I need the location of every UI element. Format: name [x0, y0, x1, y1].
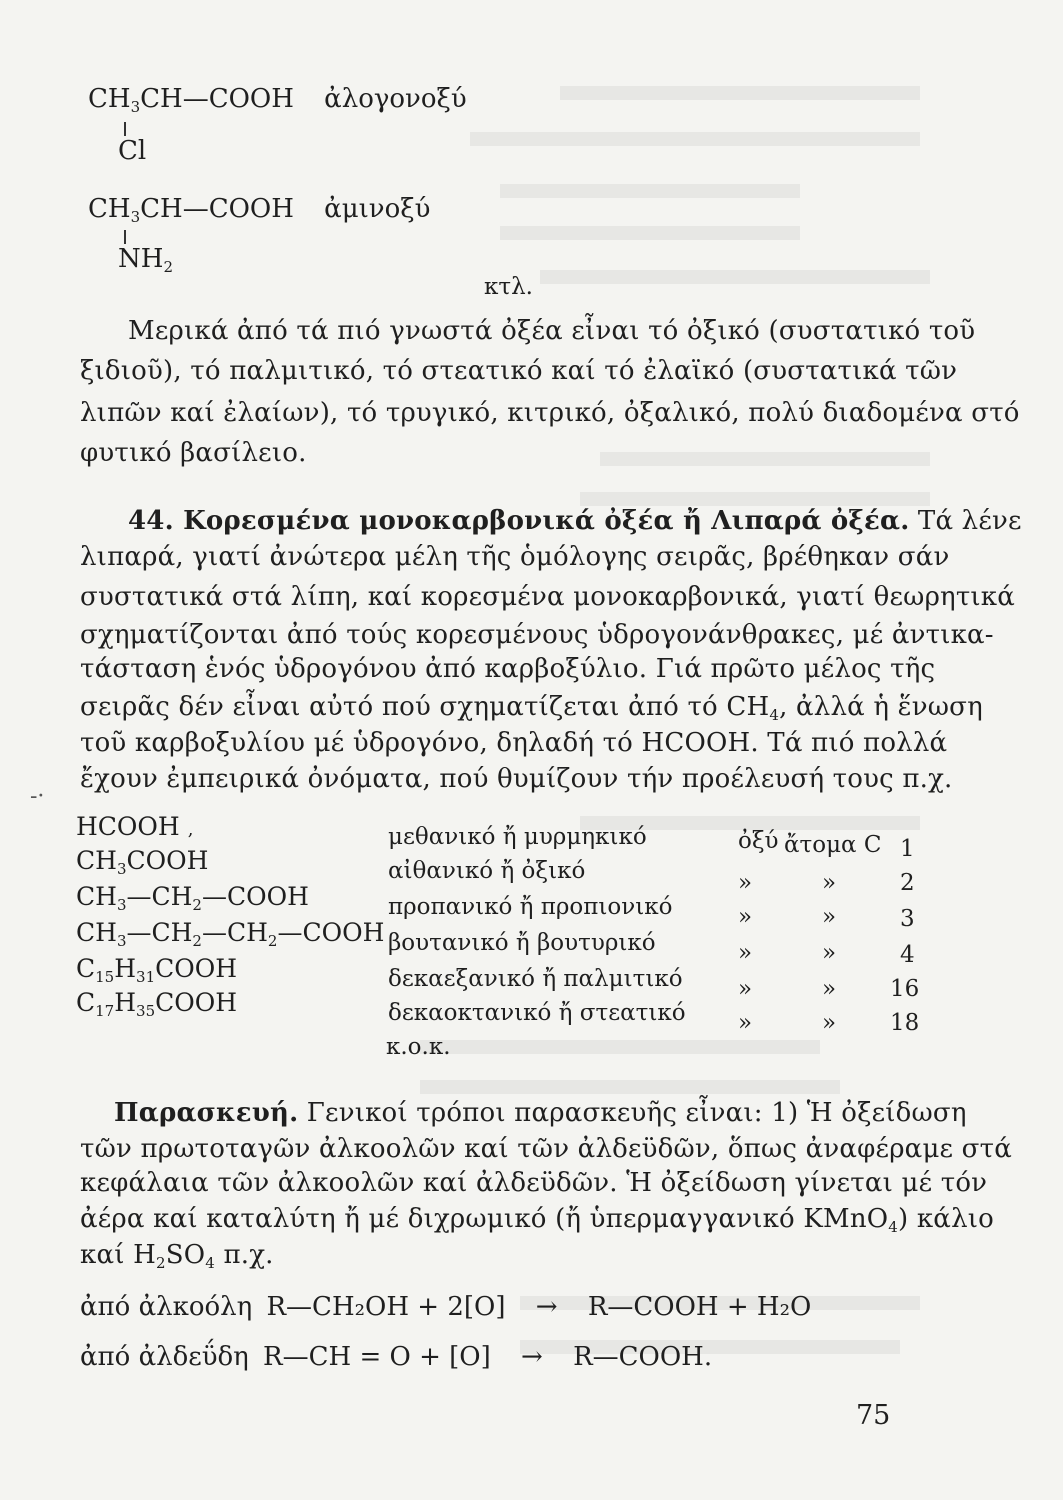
section-44-line-6: σειρᾶς δέν εἶναι αὐτό πού σχηματίζεται ἀπό τό $CH_4$, ἀλλά ἡ ἕνωση — [80, 692, 983, 724]
table-acid-name: δεκαοκτανικό ἤ στεατικό — [388, 1000, 686, 1026]
table-atoms-count: 1 — [900, 836, 915, 862]
table-acid-name: μεθανικό ἤ μυρμηκικό — [388, 824, 647, 850]
ditto-mark: » — [738, 940, 753, 966]
equation-label: ἀπό ἀλδεΰδη — [80, 1342, 249, 1372]
ditto-mark: » — [822, 940, 837, 966]
section-44-line-4: σχηματίζονται ἀπό τούς κορεσμένους ὑδρογονάνθρακες, μέ ἀντικα- — [80, 620, 994, 650]
intro-line-4: φυτικό βασίλειο. — [80, 438, 307, 468]
formula-name: ἀλογονοξύ — [324, 84, 467, 114]
intro-line-3: λιπῶν καί ἐλαίων), τό τρυγικό, κιτρικό, ὀξαλικό, πολύ διαδομένα στό — [80, 398, 1020, 428]
table-header-atoms: ἄτομα C — [784, 832, 882, 858]
table-atoms-count: 16 — [890, 976, 920, 1002]
page-number: 75 — [856, 1400, 891, 1431]
preparation-heading: Παρασκευή. — [114, 1098, 299, 1128]
section-44-line-5: τάσταση ἑνός ὑδρογόνου ἀπό καρβοξύλιο. Γιά πρῶτο μέλος τῆς — [80, 654, 936, 684]
formula-aminoacid: $CH_3CH—COOH$ ἀμινοξύ — [88, 194, 431, 226]
substituent-cl: Cl — [118, 136, 147, 166]
table-formula: $CH_3COOH$ — [76, 846, 209, 878]
section-44-heading: 44. Κορεσμένα μονοκαρβονικά ὀξέα ἤ Λιπαρά ὀξέα. — [128, 506, 910, 536]
preparation-line-1: Παρασκευή. Γενικοί τρόποι παρασκευῆς εἶναι: 1) Ἡ ὀξείδωση — [114, 1098, 967, 1128]
section-44-line-8: ἔχουν ἐμπειρικά ὀνόματα, πού θυμίζουν τήν προέλευσή τους π.χ. — [80, 764, 953, 794]
substituent-nh2: $NH_2$ — [118, 244, 173, 276]
table-formula: $C_{17}H_{35}COOH$ — [76, 988, 238, 1020]
etc-text: κ.ο.κ. — [386, 1034, 451, 1060]
ditto-mark: » — [738, 870, 753, 896]
ditto-mark: » — [822, 904, 837, 930]
etc-text: κτλ. — [484, 274, 533, 300]
equation-label: ἀπό ἀλκοόλη — [80, 1292, 253, 1322]
table-acid-name: προπανικό ἤ προπιονικό — [388, 894, 673, 920]
bond-line — [124, 230, 126, 244]
preparation-line-3: κεφάλαια τῶν ἀλκοολῶν καί ἀλδεϋδῶν. Ἡ ὀξείδωση γίνεται μέ τόν — [80, 1168, 988, 1198]
section-44-line-3: συστατικά στά λίπη, καί κορεσμένα μονοκαρβονικά, γιατί θεωρητικά — [80, 582, 1016, 612]
table-formula: $CH_3—CH_2—CH_2—COOH$ — [76, 918, 385, 950]
section-44-line-2: λιπαρά, γιατί ἀνώτερα μέλη τῆς ὁμόλογης σειρᾶς, βρέθηκαν σάν — [80, 542, 950, 572]
preparation-line-5: καί $H_2SO_4$ π.χ. — [80, 1240, 274, 1272]
ditto-mark: » — [738, 976, 753, 1002]
preparation-line-4: ἀέρα καί καταλύτη ἤ μέ διχρωμικό (ἤ ὑπερμαγγανικό KMnO$_4$) κάλιο — [80, 1204, 994, 1236]
reaction-arrow-icon: → — [521, 1342, 543, 1372]
table-atoms-count: 4 — [900, 942, 915, 968]
ditto-mark: » — [822, 976, 837, 1002]
table-atoms-count: 2 — [900, 870, 915, 896]
table-formula: $C_{15}H_{31}COOH$ — [76, 954, 238, 986]
intro-line-2: ξιδιοῦ), τό παλμιτικό, τό στεατικό καί τό ἐλαϊκό (συστατικά τῶν — [80, 356, 958, 386]
table-formula: HCOOH , — [76, 812, 194, 841]
table-acid-name: δεκαεξανικό ἤ παλμιτικό — [388, 966, 683, 992]
table-acid-name: αἰθανικό ἤ ὀξικό — [388, 858, 586, 884]
margin-mark: -· — [30, 784, 45, 809]
bond-line — [124, 122, 126, 136]
ditto-mark: » — [738, 904, 753, 930]
table-header-acid: ὀξύ — [738, 828, 779, 854]
table-atoms-count: 3 — [900, 906, 915, 932]
preparation-line-2: τῶν πρωτοταγῶν ἀλκοολῶν καί τῶν ἀλδεϋδῶν, ὅπως ἀναφέραμε στά — [80, 1134, 1012, 1164]
formula-haloacid: $CH_3CH—COOH$ ἀλογονοξύ — [88, 84, 467, 116]
reaction-arrow-icon: → — [535, 1292, 558, 1322]
section-44-line-1: 44. Κορεσμένα μονοκαρβονικά ὀξέα ἤ Λιπαρά ὀξέα. Τά λένε — [128, 506, 1022, 536]
equation-alcohol: ἀπό ἀλκοόλη R—CH₂OH + 2[O] → R—COOH + H₂O — [80, 1292, 812, 1322]
ditto-mark: » — [822, 870, 837, 896]
table-acid-name: βουτανικό ἤ βουτυρικό — [388, 930, 656, 956]
equation-aldehyde: ἀπό ἀλδεΰδη R—CH = O + [O] → R—COOH. — [80, 1342, 713, 1372]
formula-name: ἀμινοξύ — [324, 194, 431, 224]
section-44-line-7: τοῦ καρβοξυλίου μέ ὑδρογόνο, δηλαδή τό HCOOH. Τά πιό πολλά — [80, 728, 948, 758]
ditto-mark: » — [822, 1010, 837, 1036]
ditto-mark: » — [738, 1010, 753, 1036]
table-atoms-count: 18 — [890, 1010, 920, 1036]
intro-line-1: Μερικά ἀπό τά πιό γνωστά ὀξέα εἶναι τό ὀξικό (συστατικό τοῦ — [128, 316, 976, 346]
table-formula: $CH_3—CH_2—COOH$ — [76, 882, 309, 914]
